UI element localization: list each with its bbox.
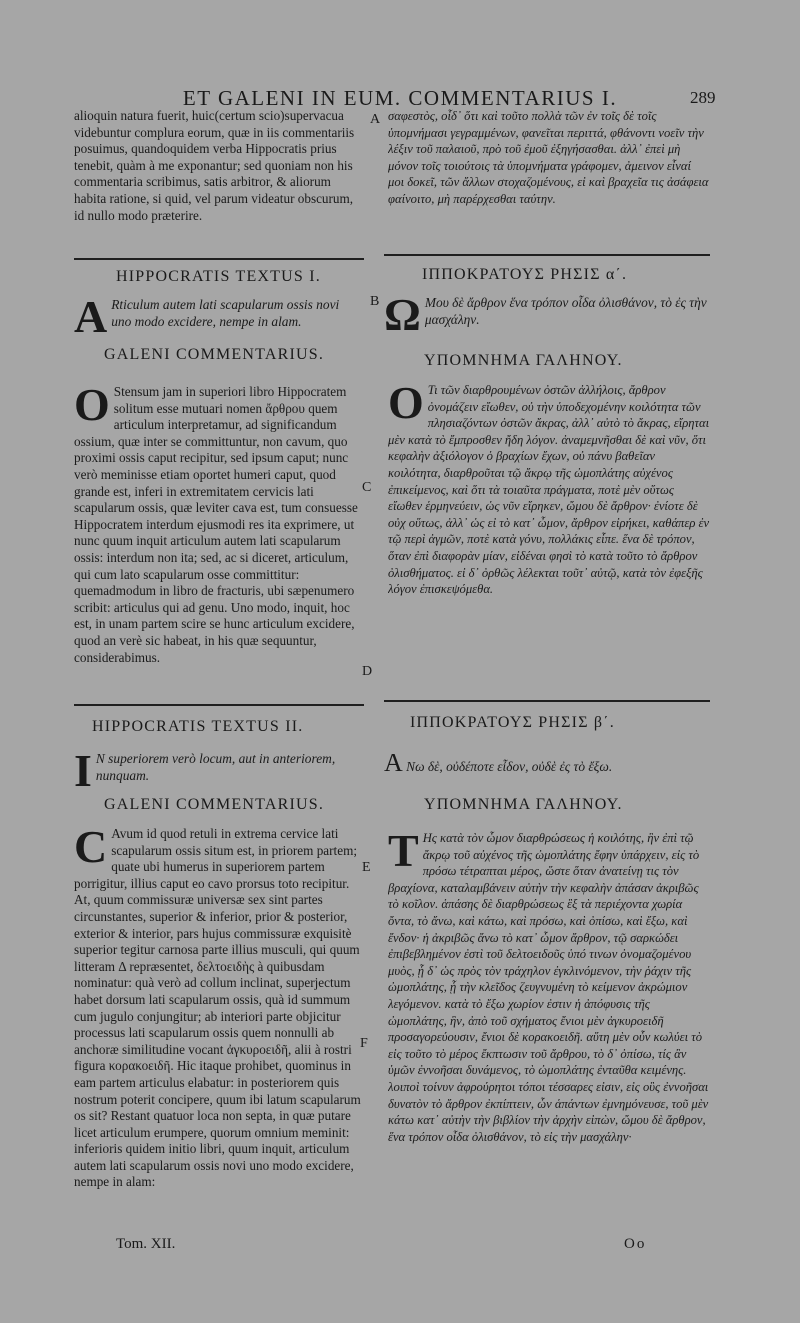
latin-comm1-body [74, 384, 364, 694]
greek-comm2-text: Ης κατὰ τὸν ὦμον διαρθρώσεως ἡ κοιλότης, ἣν ἐπὶ τῷ ἄκρῳ τοῦ αὐχένος τῆς ὠμοπλάτης ἔφην ὑπάρχειν, εἰς τὸ πρόσω τέτραπται μέρος, ὥστε ὅταν ἀνατείνῃ τις τὸν βραχίονα, καταλαμβάνειν αὐτὴν τὴν κεφαλὴν ἀπάσαν ἀκριβῶς τὸ κοῖλον. ἁπάσης δὲ διαρθρώσεως ἓξ τὰ περιέχοντα χωρία ὄντα, τὸ ἄνω, καὶ κάτω, καὶ πρόσω, καὶ ὀπίσω, καὶ ἔξω, καὶ ἔνδον· ἡ ἀκριβῶς ἄνω τὸ κατ᾽ ὦμον ἄρθρον, τῷ σαρκώδει ἐπιβεβλημένον ἐστὶ τοῦ δελτοειδοῦς ὑπό τινων ὀνομαζομένου μυὸς, ᾗ δ᾽ ὡς πρὸς τὸν τράχηλον ἐγκλινόμενον, τὴν ῥάχιν τῆς ὠμοπλάτης, ᾗ τὴν κλεῖδος ζευγνυμένη τὸ κείμενον ἀκρώμιον λεγόμενον. κατὰ τὸ ἔξω χωρίον ἐστιν ἡ ἀπόφυσις τῆς ὠμοπλάτης, ἣν, ἀπὸ τοῦ σχήματος ἔνιοι μὲν ἀγκυροειδῆ προσαγορεύουσιν, ἔνιοι δὲ κορακοειδῆ. αὕτη μὲν οὖν κωλύει τὸ εἰς τοῦτο τὸ μέρος ἔκπτωσιν τοῦ ἄρθρου, τὸ δ᾽ ὀπίσω, τίς ἂν ὑμῶν ἐννοῆσαι δυνάμενος, τὸ ὠμοπλάτης ἐνταῦθα κειμένης. λοιποὶ τοίνυν ἀφρούρητοι τόποι τέσσαρες εἰσιν, εἰς οὓς ἐννοῆσαι δυνατὸν τὸ ἄρθρον ἐκπίπτειν, ὧν ἁπάντων ἐμνημόνευσε, τοῦ μὲν κάτω κατ᾽ αὐτὴν τὴν βιβλίον τὴν ἀρχὴν εἰπὼν, ὤμου δὲ ἄρθρον, ἕνα τρόπον οἶδα ὀλισθάνον, τὸ εἰς τὴν μασχάλην· [388, 831, 709, 1144]
greek-comm1-body [388, 382, 710, 692]
rule-top-right [384, 254, 710, 256]
greek-comm1-text: Τι τῶν διαρθρουμένων ὀστῶν ἀλλήλοις, ἄρθρον ὀνομάζειν εἴωθεν, οὐ τὴν ὑποδεχομένην κοιλότητα τῶν πλησιαζόντων ὀστῶν ἄκρας, ἀλλ᾽ αὐτὸ τὸ ἄκρας, εἴρηται μὲν κατὰ τὸ ἔμπροσθεν ἤδη λόγον. ἀναμεμνῆσθαι δὲ καὶ νῦν, ὅτι κεφαλὴν ἀξιόλογον ὁ βραχίων ἔχων, οὐ πάνυ βαθεῖαν κοιλότητα, διαρθροῦται τῷ ἄκρῳ τῆς ὠμοπλάτης αὐχένος ἐπικείμενος, καὶ ὅτι τὰ τοιαῦτα πράγματα, ποτὲ μὲν οὕτως εἴωθεν ἑρμηνεύειν, ὡς νῦν εἴρηκεν, ὤμου δὲ ἄρθρον· ἐνίοτε δὲ οὐχ οὕτως, ἀλλ᾽ ὡς εἰ τὸ κατ᾽ ὦμον, ἄρθρον εἰρήκει, καθάπερ ἐν τῷ περὶ ἀγμῶν, ποτὲ κατὰ γόνυ, πολλάκις εἶπε. ἕνα δὲ τρόπον, ὅταν ἐπὶ διαφορὰν μίαν, εἰδέναι φησὶ τὸ κατὰ τοῦτο τὸ ἄρθρον ὀλισθήματος. εἰ δ᾽ ὀρθῶς λέλεκται τοῦτ᾽ αὐτῷ, κατὰ τὸν ἐφεξῆς λόγον ἐπισκεψόμεθα. [388, 383, 710, 597]
latin-text2-lemma-text: N superiorem verò locum, aut in anteriorem, nunquam. [95, 751, 336, 783]
latin-text1-heading: HIPPOCRATIS TEXTUS I. [116, 268, 321, 285]
greek-comm1-dropcap: Ο [388, 382, 424, 428]
margin-letter-d: D [362, 664, 373, 679]
latin-continuation: alioquin natura fuerit, huic(certum scio)supervacua videbuntur complura eorum, quæ in iis commentariis posuimus, quandoquidem verba Hippocratis prius tenebit, quàm à me exponantur; sed quoniam non his commentaria scribimus, satis arbitror, & aliorum habita ratione, si quid, vel parum videatur obscurum, id nullo modo præterire. [74, 108, 355, 223]
greek-text2-heading: ΙΠΠΟΚΡΑΤΟΥΣ ΡΗΣΙΣ β΄. [410, 714, 615, 731]
latin-text2-dropcap: I [74, 750, 92, 788]
margin-letter-f: F [360, 1036, 368, 1051]
margin-letter-a: A [370, 112, 381, 127]
greek-text2-lemma-text: Νω δὲ, οὐδέποτε εἶδον, οὐδὲ ἐς τὸ ἔξω. [406, 759, 613, 774]
margin-letter-c: C [362, 480, 372, 495]
latin-text1-lemma-text: Rticulum autem lati scapularum ossis novi uno modo excidere, nempe in alam. [111, 297, 340, 329]
greek-text2-dropcap: Α [384, 754, 403, 777]
latin-comm1-heading: GALENI COMMENTARIUS. [104, 346, 325, 363]
rule-mid-left [74, 704, 364, 706]
latin-comm1-text: Stensum jam in superiori libro Hippocratem solitum esse mutuari nomen ἄρθρου quem articulum interpretamur, ad significandum ossium, quæ inter se committuntur, non cavum, quo proximi ossis caput recipitur, sed ipsum caput; nunc verò meminisse etiam oportet humeri caput, quod grande est, inferi in extremitatem cervicis lati scapularum ossis, quæ leviter cava est, tum consuesse Hippocratem interdum ejusmodi res ita exprimere, ut nunc quum inquit articulum autem lati scapularum ossis: interdum non ita; sed, ac si diceret, articulum, qui cum lato scapularum osse committitur: quemadmodum in libro de fracturis, ubi sæpenumero scribit: articulus qui ad genu. Uno modo, inquit, hoc est, in unam partem scire se hunc articulum excidere, quod an verè sic habeat, in his quæ sequuntur, considerabimus. [74, 384, 358, 665]
page-number: 289 [690, 88, 716, 107]
latin-comm2-body [74, 826, 364, 1236]
greek-comm2-dropcap: Τ [388, 830, 419, 876]
margin-letter-e: E [362, 860, 371, 875]
running-head: ET GALENI IN EUM. COMMENTARIUS I. [182, 86, 618, 110]
signature-mark: Oo [624, 1236, 647, 1252]
greek-comm2-body [388, 830, 710, 1236]
greek-text2-lemma [384, 754, 710, 784]
greek-text1-lemma [384, 294, 710, 334]
greek-comm2-heading: ΥΠΟΜΝΗΜΑ ΓΑΛΗΝΟΥ. [424, 796, 623, 813]
latin-comm1-dropcap: O [74, 384, 110, 430]
latin-comm2-dropcap: C [74, 826, 108, 872]
latin-comm2-text: Avum id quod retuli in extrema cervice lati scapularum ossis situm est, in priorem partem; quate ubi humerus in superiorem partem porrigitur, illius caput eo cavo prorsus toto recipitur. At, quum commissuræ universæ sex sint partes circunstantes, superior & inferior, prior & posterior, exterior & interior, pars hujus commissuræ exquisitè superior tegitur carnosa parte illius musculi, qui quum litteram Δ repræsentet, δελτοειδὴς à quibusdam nominatur: quà verò ad collum inclinat, superjectum habet dorsum lati scapularum ossis, quà id summum cum jugulo conjungitur; ab interiori parte objicitur processus lati scapularum ossis quem nonnulli ab anchoræ similitudine vocant ἀγκυροειδῆ, alii à rostri figura κορακοειδῆ. Hic itaque prohibet, quominus in eam partem articulus elabatur: in posteriorem quis nostrum poterit concipere, quum ibi latum scapularum os sit? Restant quatuor loca non septa, in quæ putare licet articulum erumpere, quorum omnium meminit: inferioris quidem initio libri, quum inquit, articulum autem lati scapularum ossis novi uno modo excidere, nempe in alam: [74, 826, 361, 1190]
greek-text1-dropcap: Ω [384, 294, 421, 334]
greek-text1-lemma-text: Μου δὲ ἄρθρον ἕνα τρόπον οἶδα ὀλισθάνον, τὸ ἐς τὴν μασχάλην. [424, 295, 707, 327]
greek-text1-heading: ΙΠΠΟΚΡΑΤΟΥΣ ΡΗΣΙΣ α΄. [422, 266, 628, 283]
latin-text2-heading: HIPPOCRATIS TEXTUS II. [92, 718, 304, 735]
latin-text1-dropcap: A [74, 296, 108, 334]
rule-mid-right [384, 700, 710, 702]
greek-continuation: σαφεστὸς, οἶδ᾽ ὅτι καὶ τοῦτο πολλὰ τῶν ἐν τοῖς δὲ τοῖς ὑπομνήμασι γεγραμμένων, φανεῖται περιττά, φθάνοντι νοεῖν τὴν λέξιν τοῦ παλαιοῦ, πρὸ τοῦ ἐμοῦ ἐξηγήσασθαι. ἀλλ᾽ ἐπεὶ μὴ μόνον τοῖς τοιούτοις τὰ ὑπομνήματα γράφομεν, ἀμεινον εἶναί μοι δοκεῖ, τῶν ἄλλων στοχαζομένους, εἰ καὶ βραχεῖα τις ἀσάφεια φαίνοιτο, μὴ παρέρχεσθαι ταύτην. [388, 109, 709, 206]
latin-text2-lemma [74, 750, 360, 788]
volume-label: Tom. XII. [116, 1236, 176, 1252]
margin-letter-b: B [370, 294, 380, 309]
latin-text1-lemma [74, 296, 360, 334]
rule-top-left [74, 258, 364, 260]
greek-comm1-heading: ΥΠΟΜΝΗΜΑ ΓΑΛΗΝΟΥ. [424, 352, 623, 369]
latin-comm2-heading: GALENI COMMENTARIUS. [104, 796, 325, 813]
